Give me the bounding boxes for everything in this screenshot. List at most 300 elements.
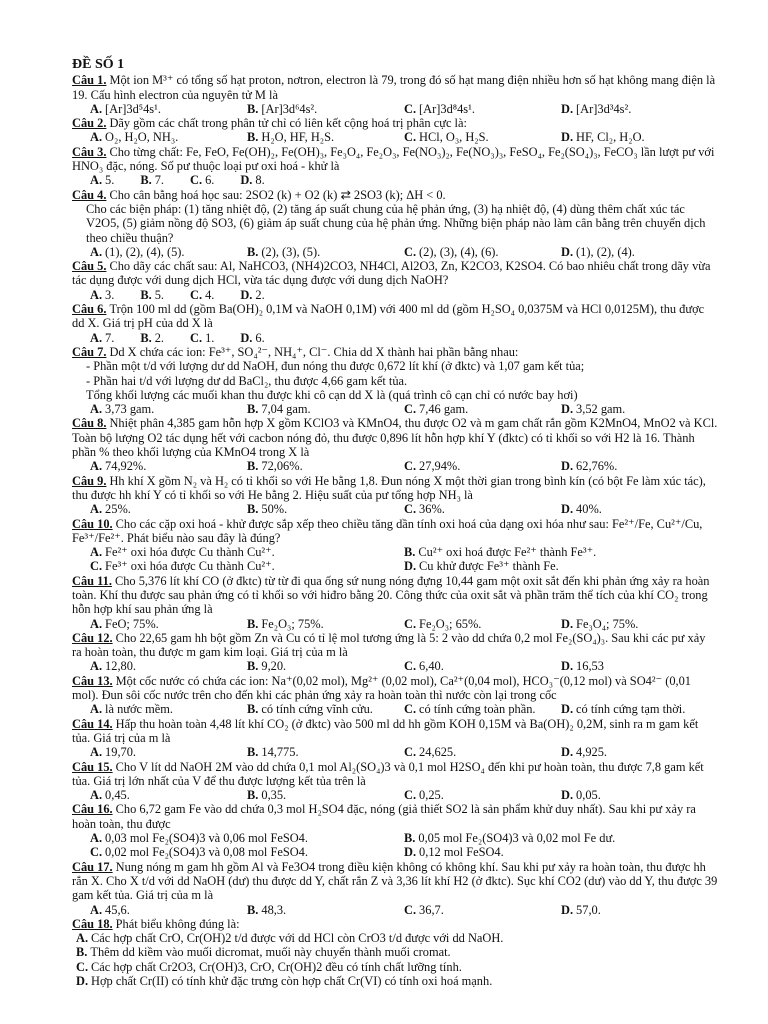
answer-options [72,130,718,144]
option-text: Fe₃O₄; 75%. [576,616,639,631]
option-label: B. [140,173,152,188]
answer-option-a [90,545,404,559]
question-number: Câu 7. [72,344,107,359]
option-label: D. [561,902,574,917]
question-stem-continued [72,359,718,373]
option-text: có tính cứng vĩnh cửu. [261,702,373,717]
question-stem [72,73,718,102]
option-text: 74,92%. [105,459,147,474]
option-label: D. [561,130,574,145]
option-label: C. [190,287,203,302]
answer-option-b [247,659,404,673]
option-text: Hợp chất Cr(II) có tính khử đặc trưng còn hợp chất Cr(VI) có tính oxi hoá mạnh. [91,974,493,988]
option-text: Fe³⁺ oxi hóa được Cu thành Cu²⁺. [105,559,275,574]
option-text: 7. [105,330,115,345]
option-text: 3,73 gam. [105,402,155,417]
answer-option-a [90,617,247,631]
answer-option-a [90,788,247,802]
option-text: 45,6. [105,902,130,917]
question-text: Cho cân bằng hoá học sau: 2SO2 (k) + O2 (k) ⇄ 2SO3 (k); ΔH < 0. [109,187,446,202]
question-number: Câu 11. [72,573,112,588]
option-text: (2), (3), (5). [261,244,321,259]
answer-option-a [76,931,718,945]
option-text: 36%. [419,502,445,517]
question-2 [72,116,718,145]
option-label: A. [90,402,103,417]
option-text: 7,04 gam. [261,402,311,417]
question-1 [72,73,718,116]
option-text: 0,02 mol Fe₂(SO4)3 và 0,08 mol FeSO4. [105,845,308,860]
option-label: D. [561,502,574,517]
option-text: 24,625. [419,745,457,760]
answer-option-b [247,402,404,416]
option-label: C. [404,702,417,717]
answer-option-c [404,745,561,759]
option-label: C. [404,659,417,674]
question-number: Câu 12. [72,630,113,645]
answer-options [72,745,718,759]
option-label: C. [190,330,203,345]
option-label: D. [561,402,574,417]
question-16 [72,802,718,859]
option-text: 7. [154,173,165,188]
option-text: Fe²⁺ oxi hóa được Cu thành Cu²⁺. [105,545,275,560]
option-text: 4,925. [576,745,608,760]
question-text: - Phần một t/d với lượng dư dd NaOH, đun nóng thu được 0,672 lít khí (ở đktc) và 1,07 gam kết tủa; [86,359,585,374]
option-text: H₂O, HF, H₂S. [261,130,335,145]
option-label: B. [247,616,259,631]
option-text: 7,46 gam. [419,402,469,417]
answer-option-a [90,459,247,473]
question-13 [72,674,718,717]
option-label: A. [90,173,103,188]
answer-option-b [247,903,404,917]
question-text: Một cốc nước có chứa các ion: Na⁺(0,02 mol), Mg²⁺ (0,02 mol), Ca²⁺(0,04 mol), HCO₃⁻(0,12 mol) và SO4²⁻ (0,01 mol). Đun sôi cốc nước trên cho đến khi các phản ứng xảy ra hoàn toàn thì nước còn lại trong cốc [72,673,692,703]
question-number: Câu 2. [72,116,107,131]
question-number: Câu 18. [72,916,113,931]
option-text: 6. [255,330,265,345]
option-text: có tính cứng tạm thời. [576,702,686,717]
option-text: 0,45. [105,788,130,803]
question-number: Câu 13. [72,673,113,688]
question-number: Câu 9. [72,473,107,488]
option-text: 0,25. [419,788,444,803]
option-label: D. [561,702,574,717]
question-stem [72,631,718,660]
answer-option-a [90,903,247,917]
answer-option-a [90,245,247,259]
answer-option-a [90,745,247,759]
question-number: Câu 10. [72,516,113,531]
answer-option-a [90,659,247,673]
option-label: D. [76,974,89,988]
answer-options [72,245,718,259]
option-label: C. [404,101,417,116]
option-label: B. [247,702,259,717]
option-text: Fe₂O₃; 65%. [419,616,482,631]
option-label: C. [90,559,103,574]
answer-option-c [404,245,561,259]
option-label: A. [90,745,103,760]
answer-option-a [90,831,404,845]
question-text: Nhiệt phân 4,385 gam hỗn hợp X gồm KClO3 và KMnO4, thu được O2 và m gam chất rắn gồm K2MnO4, MnO2 và KCl. Toàn bộ lượng O2 tác dụng hết với cacbon nóng đỏ, thu được 0,896 lít hỗn hợp khí Y (đktc) có tỉ khối so với H2 là 16. Thành phần % theo khối lượng của KMnO4 trong X là [72,416,718,460]
option-label: B. [247,244,259,259]
question-4 [72,188,718,259]
option-text: 62,76%. [576,459,618,474]
option-text: 9,20. [261,659,287,674]
option-label: D. [561,616,574,631]
option-text: [Ar]3d⁶4s². [261,101,318,116]
answer-option-d [404,559,718,573]
answer-option-b [247,788,404,802]
option-label: C. [404,459,417,474]
question-stem [72,574,718,617]
question-text: Dãy gồm các chất trong phân tử chỉ có liên kết cộng hoá trị phân cực là: [109,116,467,131]
option-text: 1. [205,330,215,345]
question-7 [72,345,718,416]
option-text: 50%. [261,502,288,517]
question-number: Câu 4. [72,187,107,202]
option-text: Cu khử được Fe³⁺ thành Fe. [419,559,559,574]
answer-option-b [247,617,404,631]
option-label: D. [404,845,417,860]
option-text: HF, Cl₂, H₂O. [576,130,645,145]
question-number: Câu 14. [72,716,113,731]
option-text: 0,05 mol Fe₂(SO4)3 và 0,02 mol Fe dư. [418,831,616,846]
option-label: D. [561,745,574,760]
option-text: 14,775. [261,745,299,760]
answer-option-a [90,173,122,187]
answer-options [72,102,718,116]
option-label: A. [90,130,103,145]
question-number: Câu 1. [72,73,107,88]
answer-option-d [561,659,718,673]
option-text: (2), (3), (4), (6). [419,244,499,259]
question-stem-continued [72,202,718,245]
option-label: C. [404,902,417,917]
option-text: có tính cứng toàn phần. [419,702,536,717]
option-text: 4. [205,287,215,302]
answer-option-a [90,130,247,144]
option-text: là nước mềm. [105,702,174,717]
option-label: A. [90,616,103,631]
question-number: Câu 17. [72,859,113,874]
question-text: Cho từng chất: Fe, FeO, Fe(OH)₂, Fe(OH)₃, Fe₃O₄, Fe₂O₃, Fe(NO₃)₂, Fe(NO₃)₃, FeSO₄, Fe₂(SO₄)₃, FeCO₃ lần lượt pư với HNO₃ đặc, nóng. Số pư thuộc loại pư oxi hoá - khử là [72,144,715,174]
answer-option-c [190,288,222,302]
option-label: B. [247,459,259,474]
question-stem [72,717,718,746]
answer-option-d [561,459,718,473]
answer-options [72,617,718,631]
option-label: B. [247,402,259,417]
answer-option-c [190,331,222,345]
question-stem-continued [72,374,718,388]
question-stem [72,302,718,331]
question-15 [72,760,718,803]
answer-option-b [140,288,172,302]
answer-option-c [404,402,561,416]
question-text: Một ion M³⁺ có tổng số hạt proton, nơtron, electron là 79, trong đó số hạt mang điện nhiều hơn số hạt không mang điện là 19. Cấu hình electron của nguyên tử M là [72,73,716,102]
option-text: 48,3. [261,902,287,917]
option-text: 36,7. [419,902,444,917]
answer-option-d [561,788,718,802]
option-label: D. [561,101,574,116]
question-6 [72,302,718,345]
question-stem [72,674,718,703]
option-label: B. [247,130,259,145]
option-label: A. [90,831,103,846]
option-label: B. [140,330,152,345]
question-text: Cho các biện pháp: (1) tăng nhiệt độ, (2) tăng áp suất chung của hệ phản ứng, (3) hạ nhiệt độ, (4) dùng thêm chất xúc tác V2O5, (5) giảm nồng độ SO3, (6) giảm áp suất chung của hệ phản ứng. Những biện pháp nào làm cân bằng trên chuyển dịch theo chiều thuận? [86,201,706,245]
answer-options [72,659,718,673]
option-label: A. [90,330,103,345]
option-label: C. [90,845,103,860]
answer-options [72,402,718,416]
option-label: B. [247,745,259,760]
question-number: Câu 3. [72,144,107,159]
answer-option-d [240,331,272,345]
answer-option-d [561,102,718,116]
option-text: (1), (2), (4), (5). [105,244,185,259]
answer-option-b [247,459,404,473]
option-text: 57,0. [576,902,601,917]
question-text: Tổng khối lượng các muối khan thu được khi cô cạn dd X là (quá trình cô cạn chỉ có nước bay hơi) [86,387,578,402]
answer-option-c [404,702,561,716]
answer-options [72,903,718,917]
option-label: D. [404,559,417,574]
option-label: C. [190,173,203,188]
option-text: FeO; 75%. [105,616,159,631]
option-label: B. [247,902,259,917]
question-text: Cho 22,65 gam hh bột gồm Zn và Cu có tỉ lệ mol tương ứng là 5: 2 vào dd chứa 0,2 mol Fe₂(SO₄)₃. Sau khi các pư xảy ra hoàn toàn, thu được m gam kim loại. Giá trị của m là [72,630,706,660]
option-label: D. [240,173,253,188]
option-label: B. [247,659,259,674]
option-text: 0,05. [576,788,601,803]
question-text: Cho 6,72 gam Fe vào dd chứa 0,3 mol H₂SO4 đặc, nóng (giả thiết SO2 là sản phẩm khử duy nhất). Sau khi pư xảy ra hoàn toàn, thu được [72,802,696,831]
option-label: A. [90,545,103,560]
question-10 [72,517,718,574]
option-text: 0,12 mol FeSO4. [419,845,504,860]
answer-option-d [561,903,718,917]
answer-option-b [247,245,404,259]
answer-option-a [90,402,247,416]
option-label: D. [561,459,574,474]
option-text: 12,80. [105,659,137,674]
question-stem [72,860,718,903]
option-text: 6. [205,173,215,188]
question-stem [72,917,718,931]
question-number: Câu 16. [72,802,113,817]
question-stem [72,517,718,546]
question-number: Câu 15. [72,759,113,774]
question-8 [72,416,718,473]
question-text: Cho 5,376 lít khí CO (ở đktc) từ từ đi qua ống sứ nung nóng đựng 10,44 gam một oxit sắt đến khi phản ứng xảy ra hoàn toàn. Khí thu được sau phản ứng có tỉ khối so với hiđro bằng 20. Công thức của oxit sắt và phần trăm thể tích của khí CO₂ trong hỗn hợp khí sau phản ứng là [72,573,710,617]
answer-option-d [561,402,718,416]
option-label: A. [90,287,103,302]
answer-option-d [240,173,272,187]
answer-option-d [561,245,718,259]
question-text: Cho các cặp oxi hoá - khử được sắp xếp theo chiều tăng dần tính oxi hoá của dạng oxi hóa như sau: Fe²⁺/Fe, Cu²⁺/Cu, Fe³⁺/Fe²⁺. Phát biểu nào sau đây là đúng? [72,516,703,545]
answer-option-b [247,130,404,144]
option-label: A. [76,931,89,946]
answer-option-a [90,502,247,516]
question-stem [72,416,718,459]
answer-option-b [404,831,718,845]
answer-option-d [561,502,718,516]
option-text: 2. [154,330,165,345]
option-text: 72,06%. [261,459,303,474]
answer-option-c [404,102,561,116]
answer-option-c [404,659,561,673]
option-text: O₂, H₂O, NH₃. [105,130,179,145]
option-label: C. [76,959,89,974]
option-label: A. [90,502,103,517]
answer-option-b [247,502,404,516]
question-stem [72,802,718,831]
answer-options [72,831,718,860]
option-text: [Ar]3d⁸4s¹. [419,101,475,116]
answer-options [72,931,718,988]
option-text: 27,94%. [419,459,461,474]
answer-option-c [404,130,561,144]
option-label: A. [90,101,103,116]
question-stem [72,760,718,789]
option-label: C. [404,502,417,517]
question-number: Câu 5. [72,259,107,274]
option-text: 6,40. [419,659,444,674]
question-12 [72,631,718,674]
answer-option-d [561,130,718,144]
answer-option-b [140,331,172,345]
option-text: 5. [154,287,165,302]
option-label: B. [247,101,259,116]
question-18 [72,917,718,988]
answer-option-c [404,459,561,473]
option-label: C. [404,788,417,803]
question-number: Câu 8. [72,416,107,431]
answer-option-a [90,331,122,345]
option-label: C. [404,244,417,259]
option-text: Các hợp chất CrO, Cr(OH)2 t/d được với dd HCl còn CrO3 t/d được với dd NaOH. [91,931,504,946]
option-text: [Ar]3d⁵4s¹. [105,101,161,116]
option-label: D. [240,287,253,302]
question-number: Câu 6. [72,302,107,317]
answer-options [72,331,718,345]
answer-option-a [90,288,122,302]
exam-title: ĐỀ SỐ 1 [72,57,125,72]
answer-option-b [140,173,172,187]
question-11 [72,574,718,631]
option-label: A. [90,788,103,803]
question-text: Nung nóng m gam hh gồm Al và Fe3O4 trong điều kiện không có không khí. Sau khi pư xảy ra hoàn toàn, thu được hh rắn X. Cho X t/d với dd NaOH (dư) thu được dd Y, chất rắn Z và 3,36 lít khí H2 (ở đktc). Sục khí CO2 (dư) vào dd Y, thu được 39 gam kết tủa. Giá trị của m là [72,859,718,903]
option-label: C. [404,616,417,631]
option-text: 19,70. [105,745,137,760]
answer-option-d [561,617,718,631]
question-3 [72,145,718,188]
question-14 [72,717,718,760]
question-text: - Phần hai t/d với lượng dư dd BaCl₂, thu được 4,66 gam kết tủa. [86,373,408,388]
answer-options [72,788,718,802]
question-list [72,73,718,988]
answer-options [72,459,718,473]
answer-options [72,173,718,187]
option-label: B. [140,287,152,302]
option-text: 8. [255,173,265,188]
option-label: A. [90,459,103,474]
answer-option-c [90,845,404,859]
option-label: A. [90,244,103,259]
question-stem-continued [72,388,718,402]
option-text: 5. [105,173,115,188]
answer-option-b [247,745,404,759]
question-text: Phát biểu không đúng là: [115,916,240,931]
answer-options [72,288,718,302]
answer-option-c [404,617,561,631]
option-text: 2. [255,287,265,302]
option-text: 0,35. [261,788,287,803]
option-text: 3. [105,287,115,302]
option-label: B. [247,502,259,517]
option-label: D. [561,244,574,259]
option-text: 16,53 [576,659,604,674]
question-stem [72,345,718,359]
option-label: A. [90,902,103,917]
option-label: B. [404,831,416,846]
answer-option-c [404,903,561,917]
question-stem [72,474,718,503]
option-label: A. [90,659,103,674]
question-stem [72,188,718,202]
option-text: 25%. [105,502,131,517]
question-text: Dd X chứa các ion: Fe³⁺, SO₄²⁻, NH₄⁺, Cl⁻. Chia dd X thành hai phần bằng nhau: [109,344,519,359]
option-text: Cu²⁺ oxi hoá được Fe²⁺ thành Fe³⁺. [418,545,597,560]
question-text: Hh khí X gồm N₂ và H₂ có tỉ khối so với He bằng 1,8. Đun nóng X một thời gian trong bình kín (có bột Fe làm xúc tác), thu được hh khí Y có tỉ khối so với He bằng 2. Hiệu suất của pư tổng hợp NH₃ là [72,473,706,502]
option-text: [Ar]3d³4s². [576,101,632,116]
answer-option-c [404,788,561,802]
question-stem [72,116,718,130]
question-text: Trộn 100 ml dd (gồm Ba(OH)₂ 0,1M và NaOH 0,1M) với 400 ml dd (gồm H₂SO₄ 0,0375M và HCl 0,0125M), thu được dd X. Giá trị pH của dd X là [72,302,705,331]
answer-option-d [240,288,272,302]
answer-option-c [404,502,561,516]
answer-options [72,702,718,716]
option-text: Các hợp chất Cr2O3, Cr(OH)3, CrO, Cr(OH)2 đều có tính chất lưỡng tính. [91,959,462,974]
option-text: Fe₂O₃; 75%. [261,616,324,631]
option-label: D. [561,659,574,674]
option-label: C. [404,745,417,760]
answer-option-d [561,702,718,716]
option-label: B. [404,545,416,560]
answer-option-d [561,745,718,759]
answer-option-a [90,702,247,716]
question-stem [72,259,718,288]
answer-option-c [76,960,718,974]
question-text: Cho V lít dd NaOH 2M vào dd chứa 0,1 mol Al₂(SO₄)3 và 0,1 mol H2SO₄ đến khi pư hoàn toàn, thu được 7,8 gam kết tủa. Giá trị lớn nhất của V để thu được lượng kết tủa trên là [72,759,704,788]
question-9 [72,474,718,517]
option-label: D. [240,330,253,345]
option-text: HCl, O₃, H₂S. [419,130,489,145]
answer-option-c [90,559,404,573]
option-label: D. [561,788,574,803]
answer-option-b [247,102,404,116]
option-text: 3,52 gam. [576,402,626,417]
answer-option-d [76,974,718,988]
answer-option-b [76,945,718,959]
answer-option-d [404,845,718,859]
answer-options [72,502,718,516]
answer-option-a [90,102,247,116]
option-text: 0,03 mol Fe₂(SO4)3 và 0,06 mol FeSO4. [105,831,308,846]
question-text: Cho dãy các chất sau: Al, NaHCO3, (NH4)2CO3, NH4Cl, Al2O3, Zn, K2CO3, K2SO4. Có bao nhiêu chất trong dãy vừa tác dụng được với dung dịch HCl, vừa tác dụng được với dung dịch NaOH? [72,259,711,288]
